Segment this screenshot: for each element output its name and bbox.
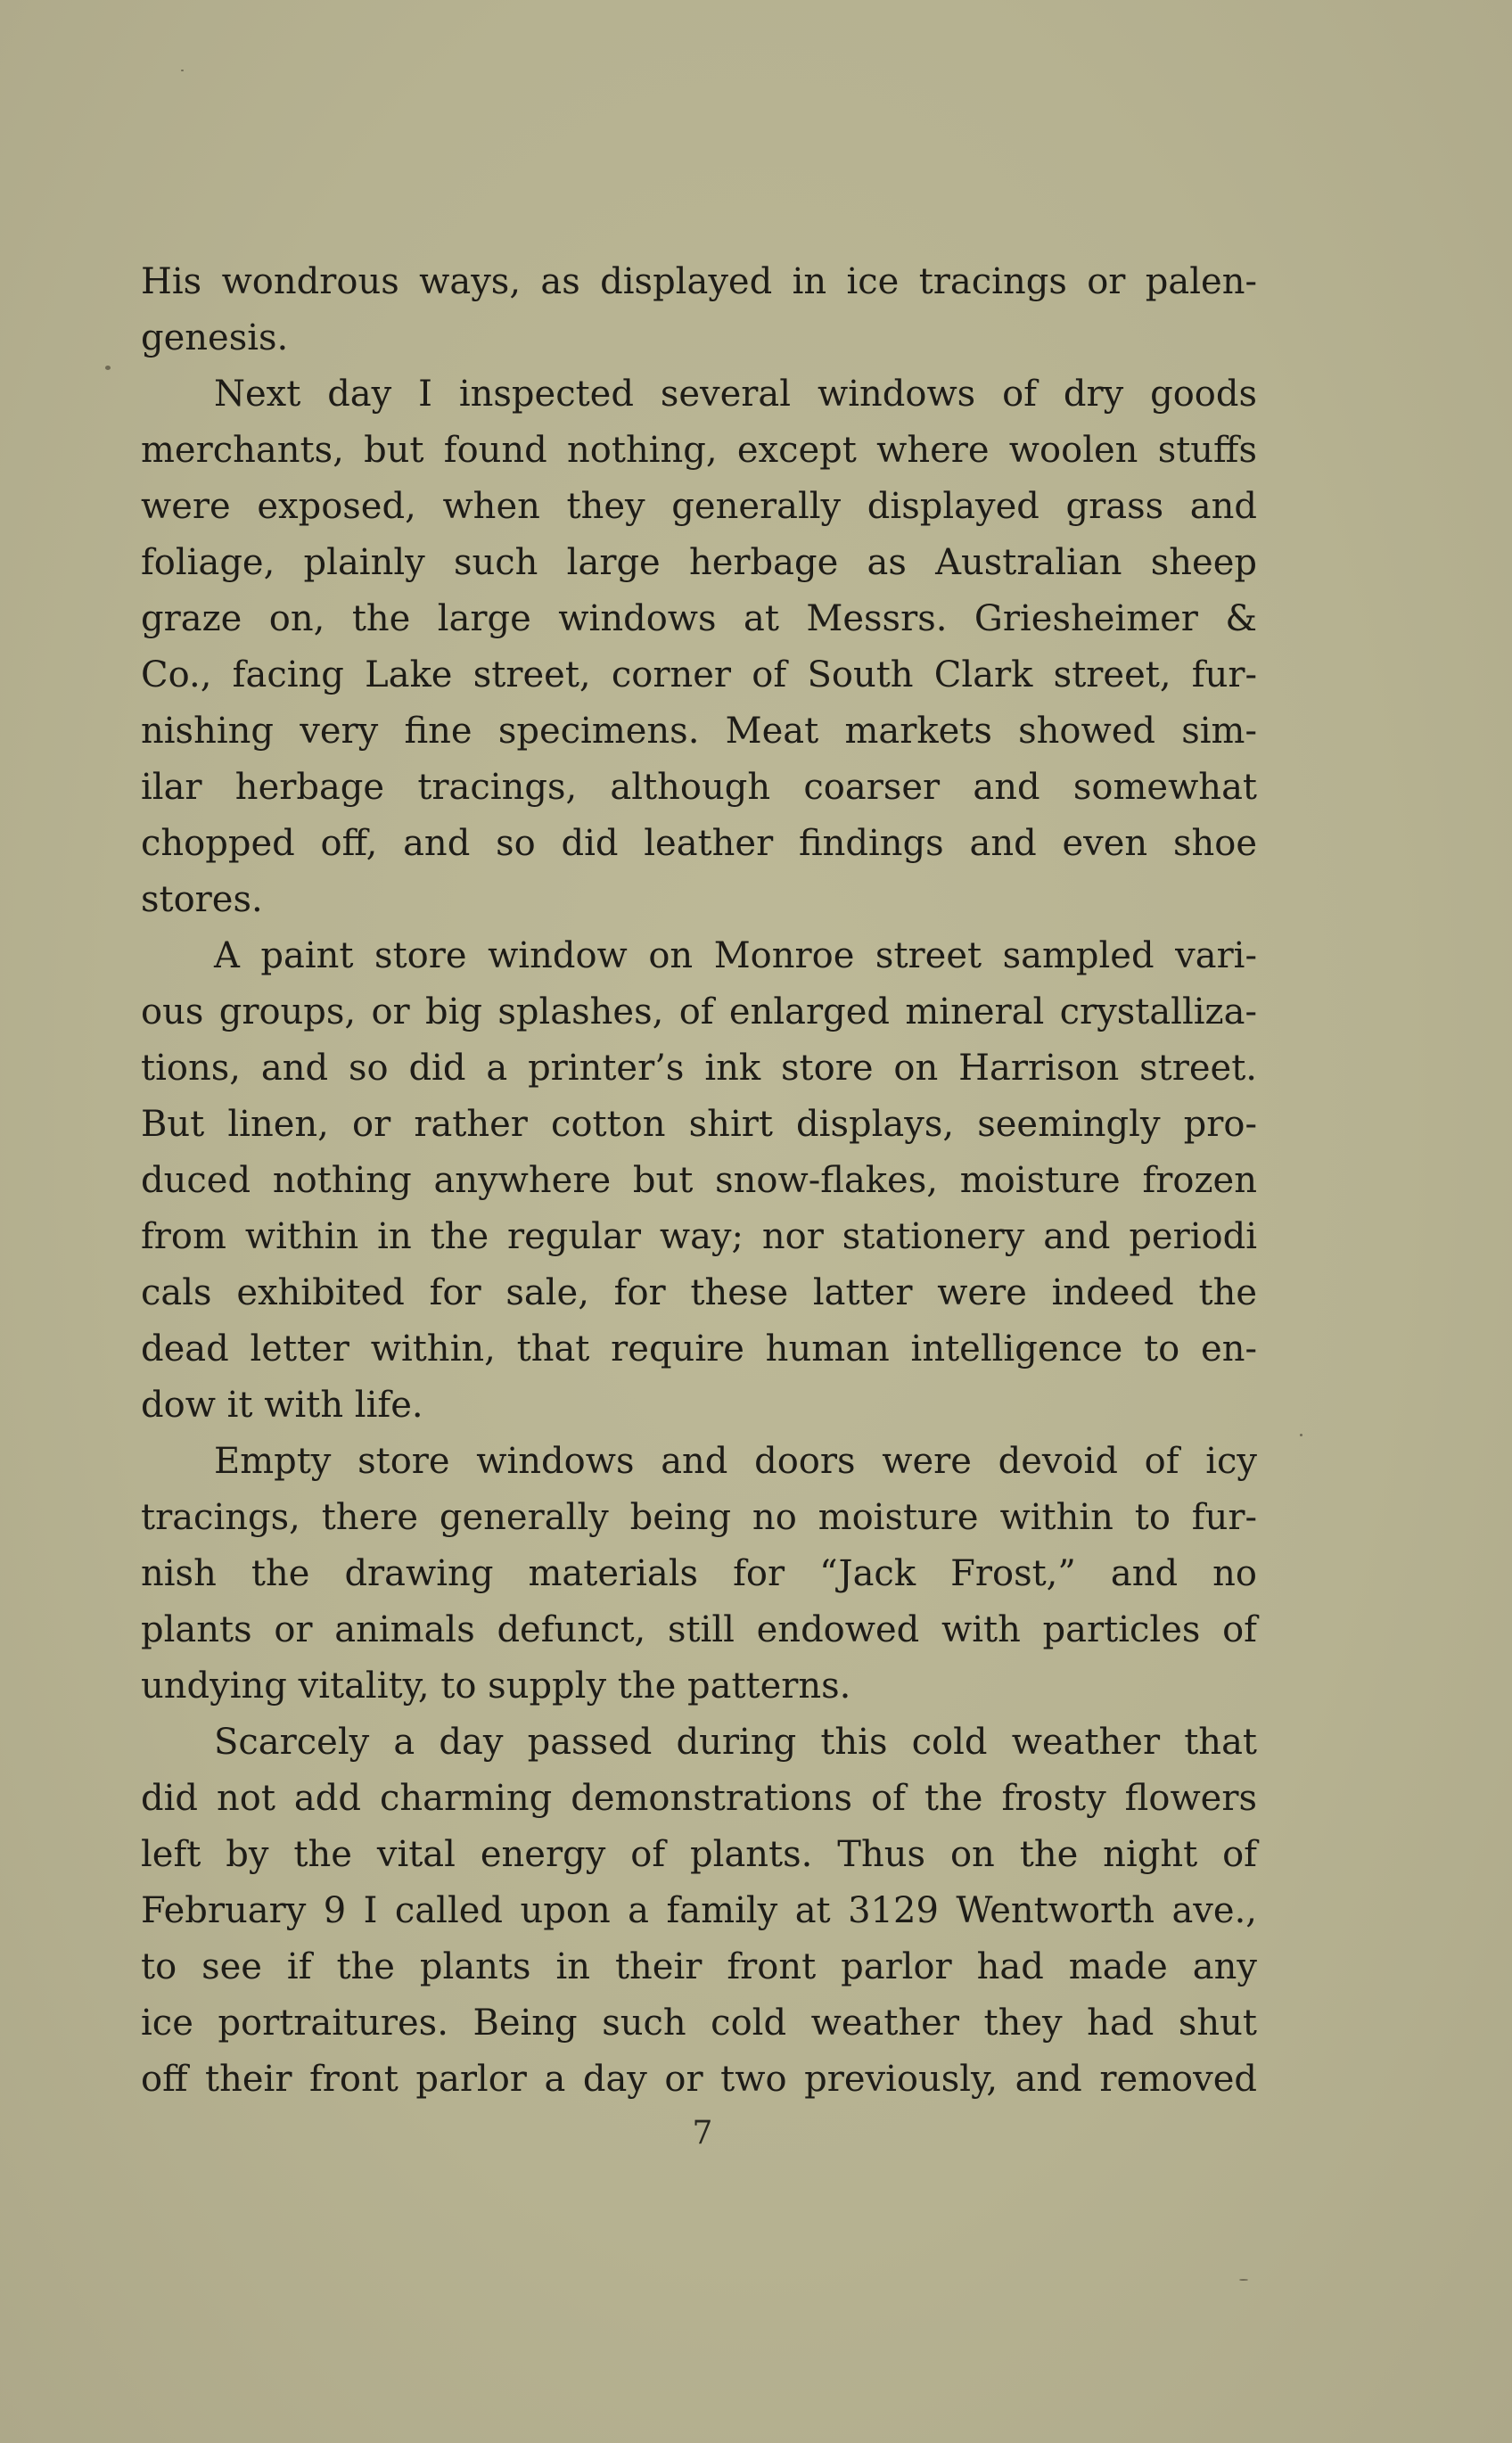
text-line: duced nothing anywhere but snow-flakes, moisture frozen — [141, 1160, 1257, 1201]
text-line: left by the vital energy of plants. Thus on the night of — [141, 1834, 1257, 1875]
body-text — [141, 254, 1257, 2108]
text-line: Empty store windows and doors were devoid of icy — [214, 1441, 1257, 1482]
paper-speck — [105, 366, 111, 370]
text-line: cals exhibited for sale, for these latter were indeed the — [141, 1272, 1257, 1313]
text-line: nishing very fine specimens. Meat markets showed sim- — [141, 711, 1257, 752]
text-line: to see if the plants in their front parlor had made any — [141, 1946, 1257, 1987]
paper-speck — [1300, 1434, 1302, 1436]
text-line: foliage, plainly such large herbage as Australian sheep — [141, 542, 1257, 583]
text-line: Next day I inspected several windows of dry goods — [214, 374, 1257, 415]
text-line: from within in the regular way; nor stationery and periodi — [141, 1216, 1257, 1257]
text-line: Co., facing Lake street, corner of South Clark street, fur- — [141, 654, 1257, 695]
text-line: His wondrous ways, as displayed in ice tracings or palen- — [141, 261, 1257, 302]
text-line: But linen, or rather cotton shirt displays, seemingly pro- — [141, 1104, 1257, 1145]
text-line: undying vitality, to supply the patterns. — [141, 1666, 851, 1707]
text-line: ice portraitures. Being such cold weather they had shut — [141, 2003, 1257, 2044]
text-line: stores. — [141, 879, 263, 920]
text-line: ilar herbage tracings, although coarser and somewhat — [141, 767, 1257, 808]
text-line: merchants, but found nothing, except where woolen stuffs — [141, 430, 1257, 471]
paper-speck — [181, 70, 184, 71]
text-line: A paint store window on Monroe street sampled vari- — [214, 935, 1257, 976]
text-line: genesis. — [141, 317, 289, 358]
text-line: chopped off, and so did leather findings and even shoe — [141, 823, 1257, 864]
text-line: did not add charming demonstrations of the frosty flowers — [141, 1778, 1257, 1819]
text-line: graze on, the large windows at Messrs. Griesheimer & — [141, 598, 1257, 639]
text-line: dow it with life. — [141, 1385, 423, 1426]
text-line: Scarcely a day passed during this cold weather that — [214, 1722, 1257, 1763]
text-line: ous groups, or big splashes, of enlarged mineral crystalliza- — [141, 991, 1257, 1032]
text-line: off their front parlor a day or two previously, and removed — [141, 2059, 1257, 2100]
text-line: plants or animals defunct, still endowed with particles of — [141, 1609, 1257, 1650]
text-line: nish the drawing materials for “Jack Frost,” and no — [141, 1553, 1257, 1594]
text-line: tracings, there generally being no moisture within to fur- — [141, 1497, 1257, 1538]
paper-speck — [1239, 2279, 1248, 2281]
text-line: were exposed, when they generally displayed grass and — [141, 486, 1257, 527]
text-line: dead letter within, that require human intelligence to en- — [141, 1328, 1257, 1370]
text-line: February 9 I called upon a family at 3129 Wentworth ave., — [141, 1890, 1257, 1931]
page-number: 7 — [692, 2115, 713, 2151]
text-line: tions, and so did a printer’s ink store on Harrison street. — [141, 1048, 1257, 1089]
